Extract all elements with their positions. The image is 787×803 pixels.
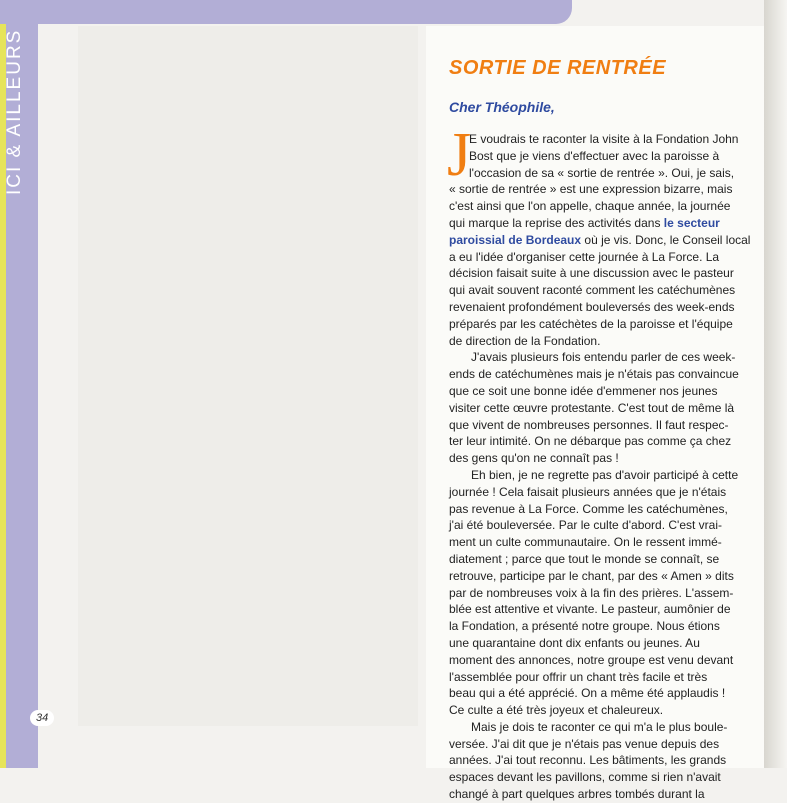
text-line: journée ! Cela faisait plusieurs années que je n'étais — [449, 484, 727, 499]
page-spine — [764, 0, 787, 768]
text-line: « sortie de rentrée » est une expression bizarre, mais — [449, 182, 733, 197]
text-line: ends de catéchumènes mais je n'étais pas convaincue — [449, 367, 739, 382]
text-line: a eu l'idée d'organiser cette journée à La Force. La — [449, 249, 720, 264]
text-line: des gens qu'on ne connaît pas ! — [449, 451, 619, 466]
greeting: Cher Théophile, — [449, 99, 555, 115]
text-fragment: où je vis. Donc, le Conseil local — [584, 232, 751, 247]
text-line: visiter cette œuvre protestante. C'est tout de même là — [449, 400, 735, 415]
text-line: J'avais plusieurs fois entendu parler de ces week- — [471, 350, 736, 365]
text-line: retrouve, participe par le chant, par des « Amen » dits — [449, 568, 734, 583]
text-line: revenaient profondément bouleversés des week-ends — [449, 299, 735, 314]
text-line: Mais je dois te raconter ce qui m'a le plus boule- — [471, 719, 728, 734]
text-line: préparés par les catéchètes de la paroisse et l'équipe — [449, 316, 733, 331]
text-line — [449, 232, 751, 249]
text-line: c'est ainsi que l'on appelle, chaque année, la journée — [449, 199, 731, 214]
text-line: qui avait souvent raconté comment les catéchumènes — [449, 283, 736, 298]
text-line: la Fondation, a présenté notre groupe. Nous étions — [449, 619, 720, 634]
text-line: que ce soit une bonne idée d'emmener nos jeunes — [449, 383, 718, 398]
drop-cap: J — [447, 121, 472, 189]
text-line: une quarantaine dont dix enfants ou jeunes. Au — [449, 635, 700, 650]
highlight-link[interactable]: paroissial de Bordeaux — [449, 232, 582, 247]
text-line: de direction de la Fondation. — [449, 333, 601, 348]
text-line: pas revenue à La Force. Comme les catéchumènes, — [449, 501, 728, 516]
text-line: j'ai été bouleversée. Par le culte d'abord. C'est vrai- — [449, 518, 723, 533]
text-line: par de nombreuses voix à la fin des prières. L'assem- — [449, 585, 734, 600]
text-line: décision faisait suite à une discussion avec le pasteur — [449, 266, 734, 281]
text-line: l'assemblée pour offrir un chant très facile et très — [449, 669, 708, 684]
text-line: ment un culte communautaire. On le ressent immé- — [449, 535, 722, 550]
text-line: blée est attentive et vivante. Le pasteur, aumônier de — [449, 602, 731, 617]
article-body — [449, 131, 751, 803]
text-line: Ce culte a été très joyeux et chaleureux. — [449, 703, 664, 718]
text-line: Bost que je viens d'effectuer avec la paroisse à — [469, 148, 720, 163]
bleed-through-area — [78, 26, 418, 726]
text-line: diatement ; parce que tout le monde se connaît, se — [449, 551, 720, 566]
text-line — [449, 215, 723, 232]
text-line: l'occasion de sa « sortie de rentrée ». Oui, je sais, — [469, 165, 735, 180]
text-line: beau qui a été apprécié. On a même été applaudis ! — [449, 686, 726, 701]
section-label: ICI & AILLEURS — [4, 28, 25, 195]
text-line: que vivent de nombreuses personnes. Il faut respec- — [449, 417, 729, 432]
text-line: années. J'ai tout reconnu. Les bâtiments, les grands — [449, 753, 727, 768]
text-line: versée. J'ai dit que je n'étais pas venue depuis des — [449, 736, 720, 751]
page-number: 34 — [30, 710, 54, 726]
text-fragment: qui marque la reprise des activités dans — [449, 215, 661, 230]
text-line: moment des annonces, notre groupe est venu devant — [449, 652, 734, 667]
text-line: E voudrais te raconter la visite à la Fondation John — [469, 132, 739, 146]
text-line: espaces devant les pavillons, comme si rien n'avait — [449, 770, 721, 785]
top-band — [0, 0, 572, 24]
text-line: ter leur intimité. On ne débarque pas comme ça chez — [449, 434, 732, 449]
highlight-link[interactable]: le secteur — [663, 215, 720, 230]
text-line: Eh bien, je ne regrette pas d'avoir participé à cette — [471, 467, 739, 482]
text-line: changé à part quelques arbres tombés durant la — [449, 787, 705, 802]
article-title: SORTIE DE RENTRÉE — [449, 57, 667, 79]
